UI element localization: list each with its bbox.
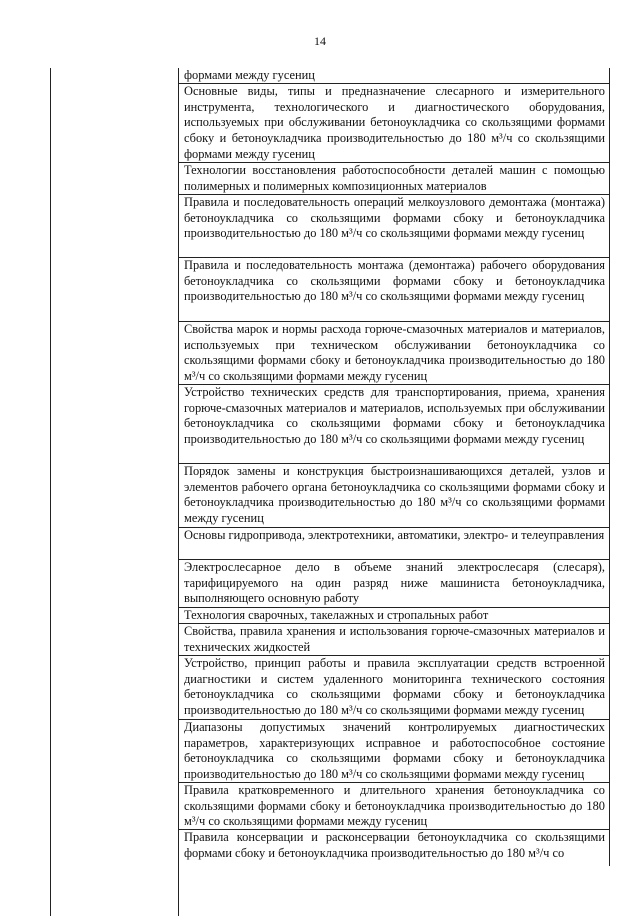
- table-row: Технология сварочных, такелажных и стропальных работ: [178, 607, 609, 623]
- table-row: Основы гидропривода, электротехники, автоматики, электро- и телеуправления: [178, 527, 609, 559]
- table-row: Устройство, принцип работы и правила эксплуатации средств встроенной диагностики и систем удаленного мониторинга технического состояния бетоноукладчика со скользящими формами сбоку и бетоноукладчика производительностью до 180 м³/ч со скользящими формами между гусениц: [178, 655, 609, 719]
- table-left-column: [50, 68, 179, 916]
- table-row: формами между гусениц: [184, 68, 315, 82]
- page-number: 14: [314, 34, 326, 48]
- table-row: Диапазоны допустимых значений контролируемых диагностических параметров, характеризующих исправное и работоспособное состояние бетоноукладчика со скользящими формами сбоку и бетоноукладчика производительностью до 180 м³/ч со скользящими формами между гусениц: [178, 719, 609, 782]
- table-row: Порядок замены и конструкция быстроизнашивающихся деталей, узлов и элементов рабочего органа бетоноукладчика со скользящими формами сбоку и бетоноукладчика производительностью до 180 м³/ч со скользящими формами между гусениц: [178, 463, 609, 527]
- table-row: Устройство технических средств для транспортирования, приема, хранения горюче-смазочных материалов и материалов, используемых при обслуживании бетоноукладчика со скользящими формами сбоку и бетоноукладчика производительностью до 180 м³/ч со скользящими формами между гусениц: [178, 384, 609, 463]
- table-row: Правила кратковременного и длительного хранения бетоноукладчика со скользящими формами сбоку и бетоноукладчика производительностью до 180 м³/ч со скользящими формами между гусениц: [178, 782, 609, 829]
- table-row: Правила консервации и расконсервации бетоноукладчика со скользящими формами сбоку и бетоноукладчика производительностью до 180 м³/ч со: [178, 829, 609, 866]
- table-row: Свойства марок и нормы расхода горюче-смазочных материалов и материалов, используемых при техническом обслуживании бетоноукладчика со скользящими формами сбоку и бетоноукладчика производительностью до 180 м³/ч со скользящими формами между гусениц: [178, 321, 609, 384]
- table-row: Основные виды, типы и предназначение слесарного и измерительного инструмента, технологического и диагностического оборудования, используемых при обслуживании бетоноукладчика со скользящими формами сбоку и бетоноукладчика производительностью до 180 м³/ч со скользящими формами между гусениц: [178, 83, 609, 162]
- table-row: Правила и последовательность операций мелкоузлового демонтажа (монтажа) бетоноукладчика со скользящими формами сбоку и бетоноукладчика производительностью до 180 м³/ч со скользящими формами между гусениц: [178, 194, 609, 257]
- table-right-column: [178, 68, 610, 866]
- table-row: Технологии восстановления работоспособности деталей машин с помощью полимерных и полимерных композиционных материалов: [178, 162, 609, 194]
- table-row: Электрослесарное дело в объеме знаний электрослесаря (слесаря), тарифицируемого на один разряд ниже машиниста бетоноукладчика, выполняющего основную работу: [178, 559, 609, 607]
- table-row: Правила и последовательность монтажа (демонтажа) рабочего оборудования бетоноукладчика со скользящими формами сбоку и бетоноукладчика производительностью до 180 м³/ч со скользящими формами между гусениц: [178, 257, 609, 321]
- table-row: Свойства, правила хранения и использования горюче-смазочных материалов и технических жидкостей: [178, 623, 609, 655]
